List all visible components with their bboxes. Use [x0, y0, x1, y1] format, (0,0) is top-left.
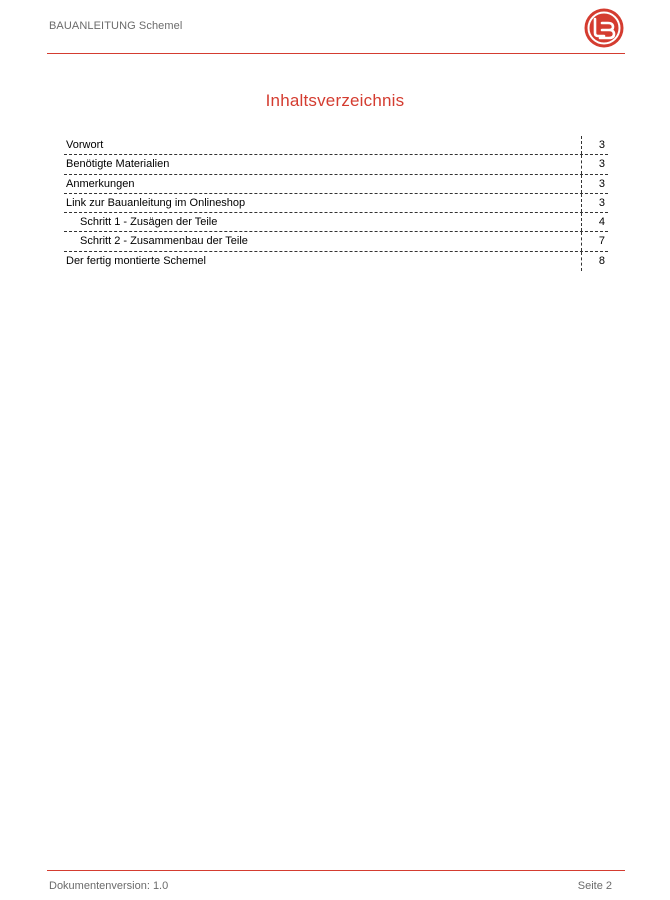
page-number: Seite 2 — [577, 880, 612, 892]
table-of-contents — [64, 136, 608, 271]
toc-page-cell — [581, 213, 608, 231]
toc-page-number: 8 — [598, 254, 605, 267]
toc-entry[interactable] — [64, 213, 608, 232]
toc-entry[interactable] — [64, 136, 608, 155]
toc-page-number: 3 — [598, 196, 605, 209]
toc-entry[interactable] — [64, 175, 608, 194]
header-title: BAUANLEITUNG Schemel — [49, 20, 183, 32]
toc-entry-label: Vorwort — [66, 139, 104, 151]
toc-page-number: 4 — [598, 216, 605, 229]
toc-entry-label: Anmerkungen — [66, 177, 135, 190]
brand-logo-icon — [582, 6, 626, 50]
toc-title: Inhaltsverzeichnis — [265, 91, 405, 110]
footer-divider — [47, 870, 625, 871]
toc-entry-label: Der fertig montierte Schemel — [66, 254, 206, 267]
toc-entry[interactable] — [64, 155, 608, 174]
toc-page-number: 7 — [598, 235, 605, 248]
toc-page-cell — [581, 194, 608, 212]
document-version: Dokumentenversion: 1.0 — [49, 880, 169, 892]
toc-page-number: 3 — [598, 139, 605, 151]
toc-page-cell — [581, 136, 608, 154]
toc-entry[interactable] — [64, 232, 608, 251]
toc-entry[interactable] — [64, 252, 608, 271]
toc-page-number: 3 — [598, 177, 605, 190]
toc-entry-label: Schritt 1 - Zusägen der Teile — [80, 216, 218, 229]
toc-entry-label: Benötigte Materialien — [66, 158, 170, 171]
toc-page-cell — [581, 232, 608, 250]
toc-page-number: 3 — [598, 158, 605, 171]
header-divider — [47, 53, 625, 54]
toc-page-cell — [581, 155, 608, 173]
toc-page-cell — [581, 252, 608, 271]
toc-entry[interactable] — [64, 194, 608, 213]
toc-entry-label: Link zur Bauanleitung im Onlineshop — [66, 196, 246, 209]
toc-page-cell — [581, 175, 608, 193]
toc-entry-label: Schritt 2 - Zusammenbau der Teile — [80, 235, 248, 248]
